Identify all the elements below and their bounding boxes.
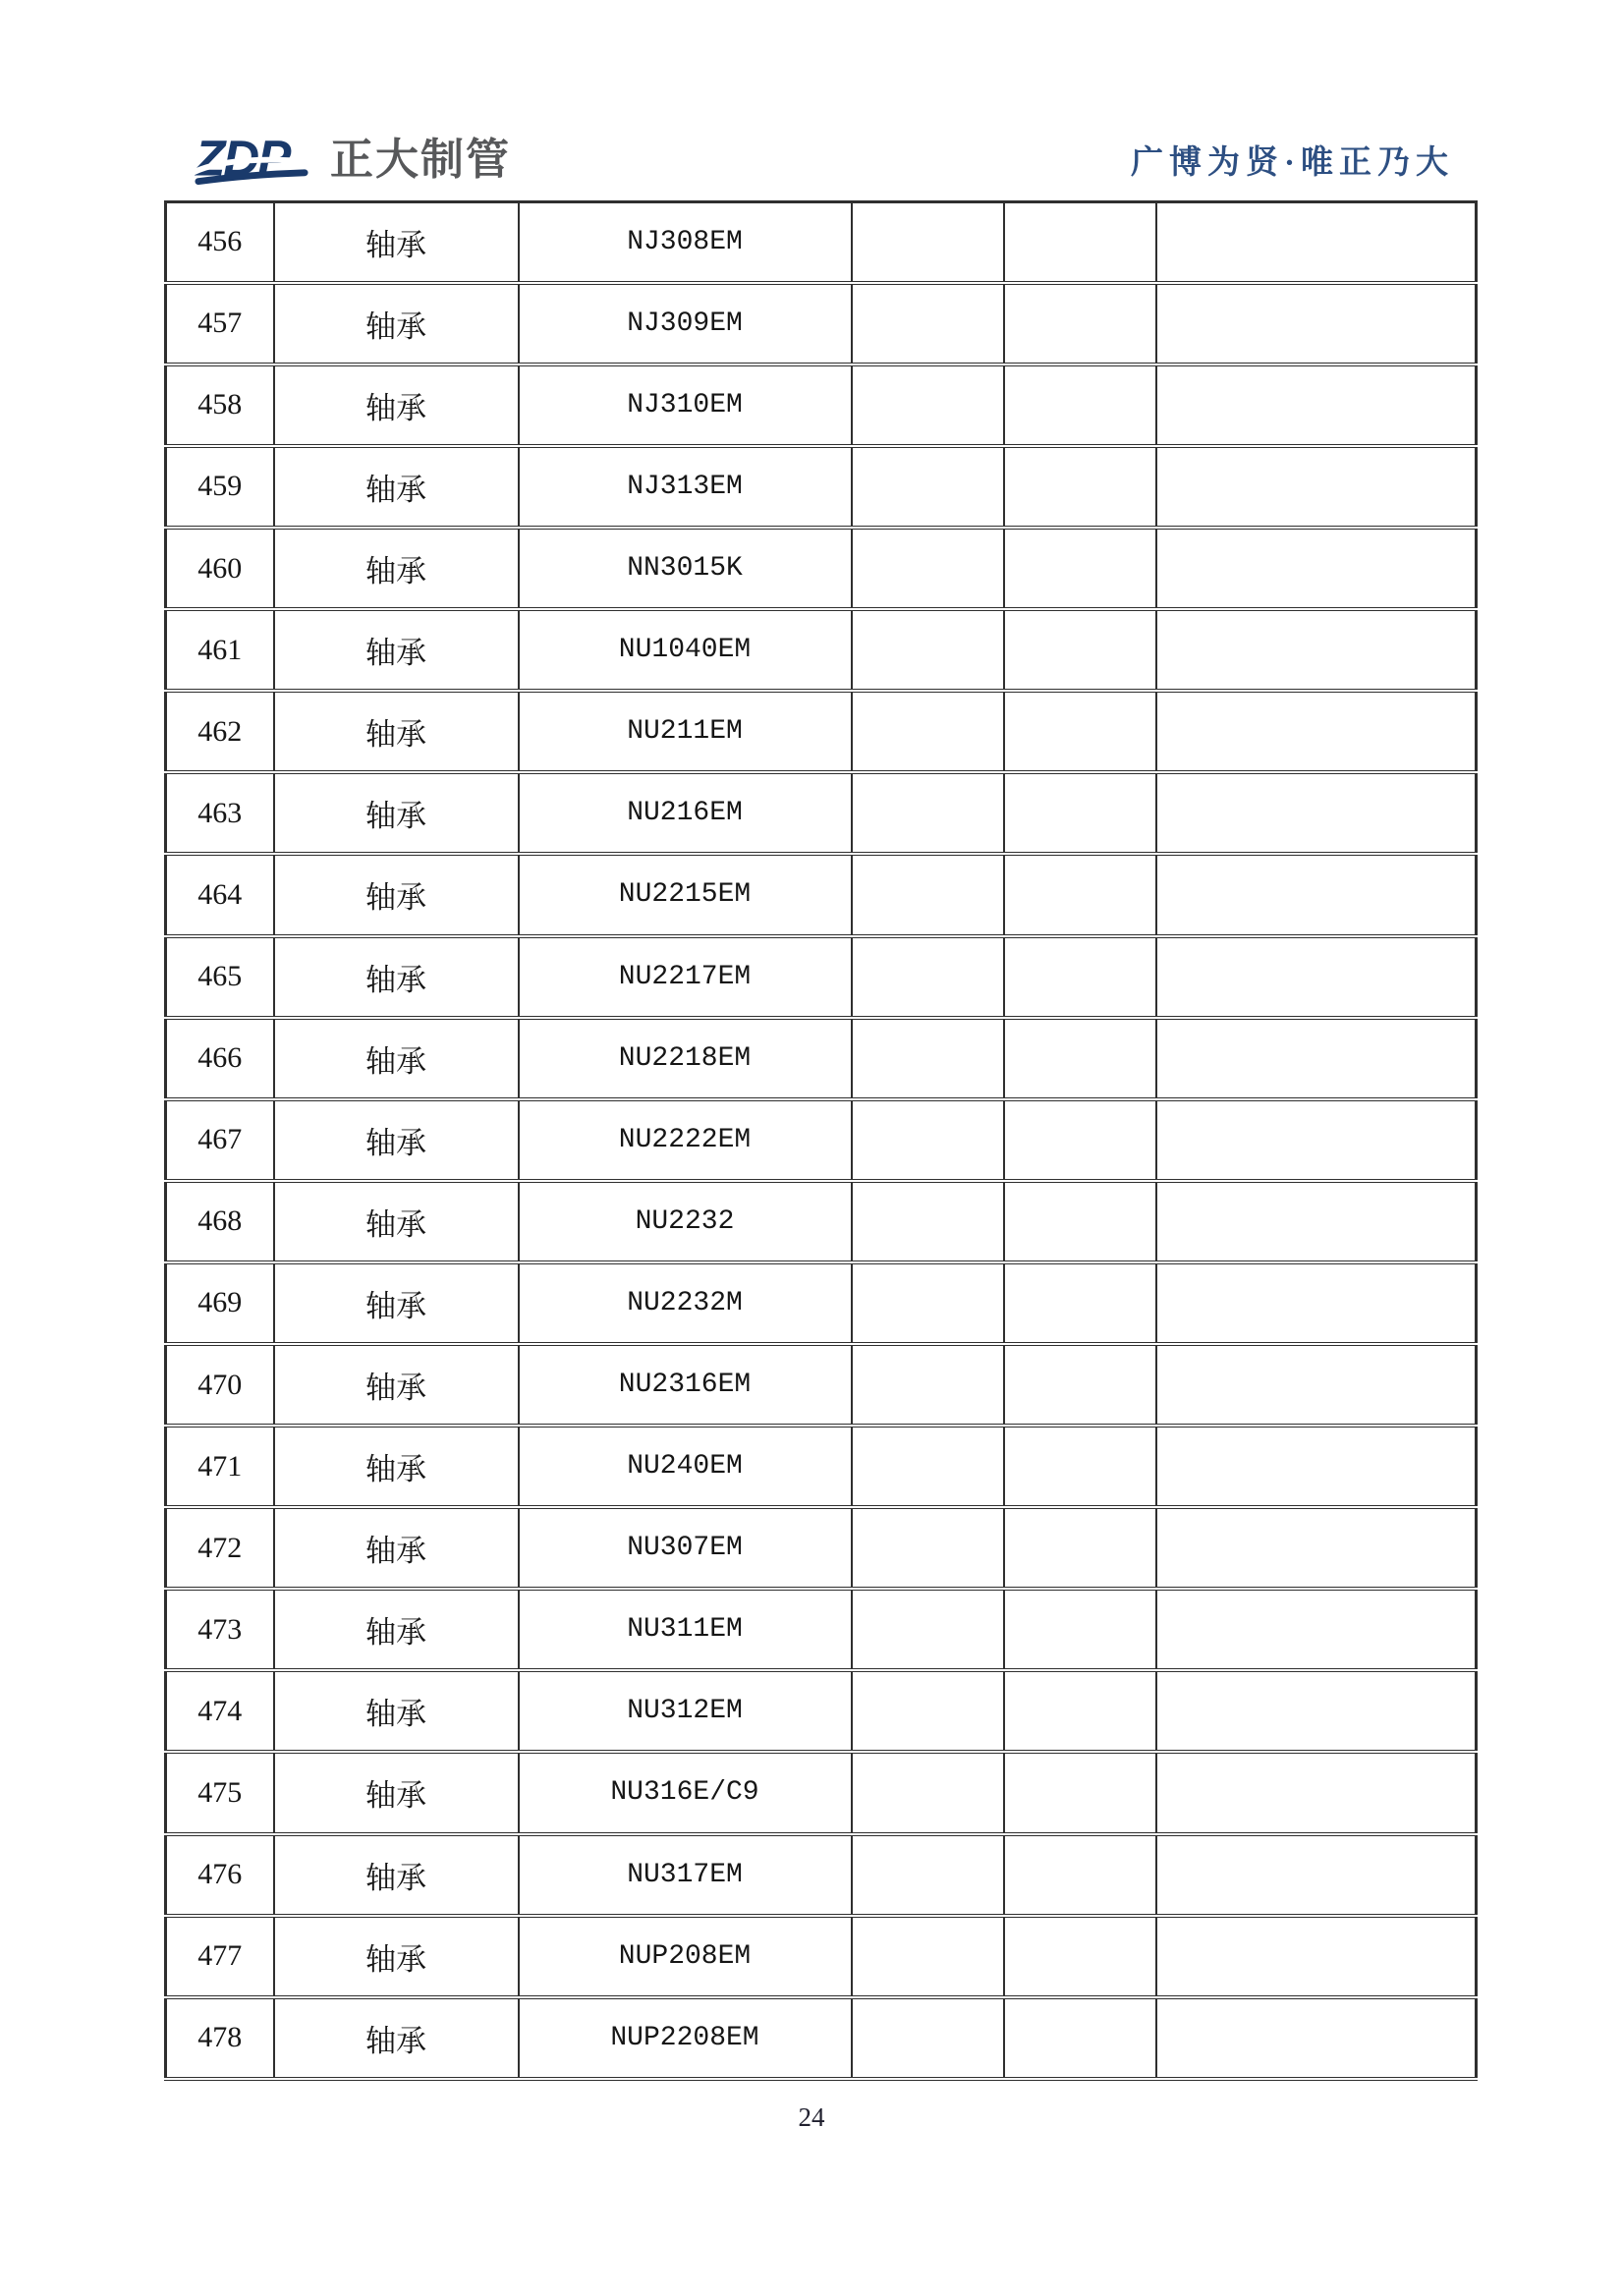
table-row xyxy=(166,1834,1477,1916)
model-cell: NU2218EM xyxy=(519,1018,852,1099)
empty-cell-3 xyxy=(1156,202,1477,283)
empty-cell-2 xyxy=(1004,1018,1156,1099)
row-number-cell: 464 xyxy=(166,854,274,935)
model-cell: NJ310EM xyxy=(519,364,852,446)
row-number-cell: 470 xyxy=(166,1344,274,1426)
empty-cell-2 xyxy=(1004,1426,1156,1507)
empty-cell-1 xyxy=(852,364,1004,446)
model-cell: NUP208EM xyxy=(519,1916,852,1997)
empty-cell-1 xyxy=(852,1426,1004,1507)
model-cell: NU2232 xyxy=(519,1181,852,1262)
empty-cell-3 xyxy=(1156,936,1477,1018)
row-number-cell: 472 xyxy=(166,1507,274,1589)
parts-table xyxy=(164,200,1478,2081)
empty-cell-3 xyxy=(1156,1344,1477,1426)
empty-cell-1 xyxy=(852,1589,1004,1670)
empty-cell-1 xyxy=(852,283,1004,364)
model-cell: NU312EM xyxy=(519,1670,852,1752)
table-row xyxy=(166,283,1477,364)
empty-cell-3 xyxy=(1156,1834,1477,1916)
empty-cell-1 xyxy=(852,609,1004,691)
part-name-cell: 轴承 xyxy=(274,528,519,609)
zdp-logo-text: ZDP xyxy=(195,134,290,187)
empty-cell-3 xyxy=(1156,1262,1477,1344)
row-number-cell: 460 xyxy=(166,528,274,609)
row-number-cell: 456 xyxy=(166,202,274,283)
empty-cell-3 xyxy=(1156,772,1477,854)
part-name-cell: 轴承 xyxy=(274,1099,519,1181)
empty-cell-1 xyxy=(852,1099,1004,1181)
model-cell: NU216EM xyxy=(519,772,852,854)
empty-cell-2 xyxy=(1004,1997,1156,2079)
table-row xyxy=(166,854,1477,935)
table-row xyxy=(166,1344,1477,1426)
model-cell: NU1040EM xyxy=(519,609,852,691)
empty-cell-2 xyxy=(1004,1589,1156,1670)
empty-cell-2 xyxy=(1004,1344,1156,1426)
row-number-cell: 467 xyxy=(166,1099,274,1181)
empty-cell-2 xyxy=(1004,446,1156,528)
table-row xyxy=(166,1262,1477,1344)
part-name-cell: 轴承 xyxy=(274,1834,519,1916)
empty-cell-2 xyxy=(1004,1916,1156,1997)
empty-cell-3 xyxy=(1156,446,1477,528)
table-row xyxy=(166,772,1477,854)
part-name-cell: 轴承 xyxy=(274,1997,519,2079)
row-number-cell: 468 xyxy=(166,1181,274,1262)
part-name-cell: 轴承 xyxy=(274,446,519,528)
model-cell: NU240EM xyxy=(519,1426,852,1507)
part-name-cell: 轴承 xyxy=(274,283,519,364)
empty-cell-2 xyxy=(1004,936,1156,1018)
empty-cell-1 xyxy=(852,1997,1004,2079)
part-name-cell: 轴承 xyxy=(274,691,519,772)
empty-cell-2 xyxy=(1004,609,1156,691)
empty-cell-3 xyxy=(1156,609,1477,691)
part-name-cell: 轴承 xyxy=(274,1507,519,1589)
empty-cell-3 xyxy=(1156,1507,1477,1589)
table-row xyxy=(166,609,1477,691)
empty-cell-1 xyxy=(852,1181,1004,1262)
empty-cell-3 xyxy=(1156,1589,1477,1670)
part-name-cell: 轴承 xyxy=(274,1018,519,1099)
model-cell: NU2222EM xyxy=(519,1099,852,1181)
table-row xyxy=(166,1752,1477,1833)
model-cell: NU311EM xyxy=(519,1589,852,1670)
empty-cell-3 xyxy=(1156,1670,1477,1752)
row-number-cell: 475 xyxy=(166,1752,274,1833)
part-name-cell: 轴承 xyxy=(274,1262,519,1344)
empty-cell-2 xyxy=(1004,772,1156,854)
model-cell: NN3015K xyxy=(519,528,852,609)
row-number-cell: 459 xyxy=(166,446,274,528)
empty-cell-1 xyxy=(852,202,1004,283)
table-row xyxy=(166,1018,1477,1099)
part-name-cell: 轴承 xyxy=(274,1344,519,1426)
model-cell: NU317EM xyxy=(519,1834,852,1916)
empty-cell-2 xyxy=(1004,1752,1156,1833)
empty-cell-1 xyxy=(852,528,1004,609)
part-name-cell: 轴承 xyxy=(274,772,519,854)
empty-cell-2 xyxy=(1004,364,1156,446)
empty-cell-2 xyxy=(1004,854,1156,935)
page-number: 24 xyxy=(798,2102,825,2132)
part-name-cell: 轴承 xyxy=(274,202,519,283)
company-slogan: 广博为贤·唯正乃大 xyxy=(1130,145,1454,181)
part-name-cell: 轴承 xyxy=(274,1589,519,1670)
model-cell: NU2215EM xyxy=(519,854,852,935)
empty-cell-1 xyxy=(852,1344,1004,1426)
table-row xyxy=(166,1099,1477,1181)
row-number-cell: 471 xyxy=(166,1426,274,1507)
empty-cell-2 xyxy=(1004,528,1156,609)
table-row xyxy=(166,1916,1477,1997)
table-row xyxy=(166,1507,1477,1589)
empty-cell-3 xyxy=(1156,1018,1477,1099)
empty-cell-1 xyxy=(852,1018,1004,1099)
brand-name: 正大制管 xyxy=(330,136,511,184)
part-name-cell: 轴承 xyxy=(274,1752,519,1833)
model-cell: NU307EM xyxy=(519,1507,852,1589)
row-number-cell: 478 xyxy=(166,1997,274,2079)
empty-cell-3 xyxy=(1156,1099,1477,1181)
empty-cell-3 xyxy=(1156,1752,1477,1833)
model-cell: NU2217EM xyxy=(519,936,852,1018)
empty-cell-1 xyxy=(852,1916,1004,1997)
empty-cell-1 xyxy=(852,1752,1004,1833)
row-number-cell: 458 xyxy=(166,364,274,446)
empty-cell-3 xyxy=(1156,1997,1477,2079)
model-cell: NU316E/C9 xyxy=(519,1752,852,1833)
row-number-cell: 476 xyxy=(166,1834,274,1916)
table-row xyxy=(166,1589,1477,1670)
table-row xyxy=(166,936,1477,1018)
empty-cell-3 xyxy=(1156,364,1477,446)
zdp-logo-icon xyxy=(195,134,310,187)
row-number-cell: 463 xyxy=(166,772,274,854)
table-row xyxy=(166,364,1477,446)
part-name-cell: 轴承 xyxy=(274,1181,519,1262)
row-number-cell: 473 xyxy=(166,1589,274,1670)
empty-cell-1 xyxy=(852,446,1004,528)
empty-cell-1 xyxy=(852,1834,1004,1916)
model-cell: NU2232M xyxy=(519,1262,852,1344)
empty-cell-1 xyxy=(852,1507,1004,1589)
empty-cell-3 xyxy=(1156,691,1477,772)
table-row xyxy=(166,1426,1477,1507)
model-cell: NJ313EM xyxy=(519,446,852,528)
empty-cell-3 xyxy=(1156,1181,1477,1262)
row-number-cell: 457 xyxy=(166,283,274,364)
empty-cell-1 xyxy=(852,1262,1004,1344)
empty-cell-3 xyxy=(1156,1426,1477,1507)
parts-table-body xyxy=(166,202,1477,2080)
table-row xyxy=(166,446,1477,528)
part-name-cell: 轴承 xyxy=(274,854,519,935)
company-logo xyxy=(195,134,511,187)
empty-cell-3 xyxy=(1156,528,1477,609)
table-row xyxy=(166,1997,1477,2079)
empty-cell-2 xyxy=(1004,1181,1156,1262)
part-name-cell: 轴承 xyxy=(274,364,519,446)
table-row xyxy=(166,1181,1477,1262)
model-cell: NJ308EM xyxy=(519,202,852,283)
row-number-cell: 466 xyxy=(166,1018,274,1099)
empty-cell-2 xyxy=(1004,202,1156,283)
model-cell: NU211EM xyxy=(519,691,852,772)
row-number-cell: 465 xyxy=(166,936,274,1018)
model-cell: NU2316EM xyxy=(519,1344,852,1426)
empty-cell-2 xyxy=(1004,1262,1156,1344)
empty-cell-3 xyxy=(1156,1916,1477,1997)
empty-cell-1 xyxy=(852,1670,1004,1752)
part-name-cell: 轴承 xyxy=(274,936,519,1018)
empty-cell-1 xyxy=(852,936,1004,1018)
row-number-cell: 462 xyxy=(166,691,274,772)
row-number-cell: 469 xyxy=(166,1262,274,1344)
part-name-cell: 轴承 xyxy=(274,1670,519,1752)
row-number-cell: 474 xyxy=(166,1670,274,1752)
empty-cell-3 xyxy=(1156,854,1477,935)
empty-cell-3 xyxy=(1156,283,1477,364)
empty-cell-2 xyxy=(1004,1507,1156,1589)
model-cell: NJ309EM xyxy=(519,283,852,364)
table-row xyxy=(166,691,1477,772)
empty-cell-1 xyxy=(852,772,1004,854)
empty-cell-2 xyxy=(1004,691,1156,772)
row-number-cell: 477 xyxy=(166,1916,274,1997)
table-row xyxy=(166,528,1477,609)
table-row xyxy=(166,1670,1477,1752)
empty-cell-2 xyxy=(1004,1834,1156,1916)
table-row xyxy=(166,202,1477,283)
model-cell: NUP2208EM xyxy=(519,1997,852,2079)
empty-cell-1 xyxy=(852,854,1004,935)
part-name-cell: 轴承 xyxy=(274,1916,519,1997)
empty-cell-2 xyxy=(1004,283,1156,364)
part-name-cell: 轴承 xyxy=(274,1426,519,1507)
empty-cell-2 xyxy=(1004,1670,1156,1752)
part-name-cell: 轴承 xyxy=(274,609,519,691)
empty-cell-1 xyxy=(852,691,1004,772)
row-number-cell: 461 xyxy=(166,609,274,691)
empty-cell-2 xyxy=(1004,1099,1156,1181)
